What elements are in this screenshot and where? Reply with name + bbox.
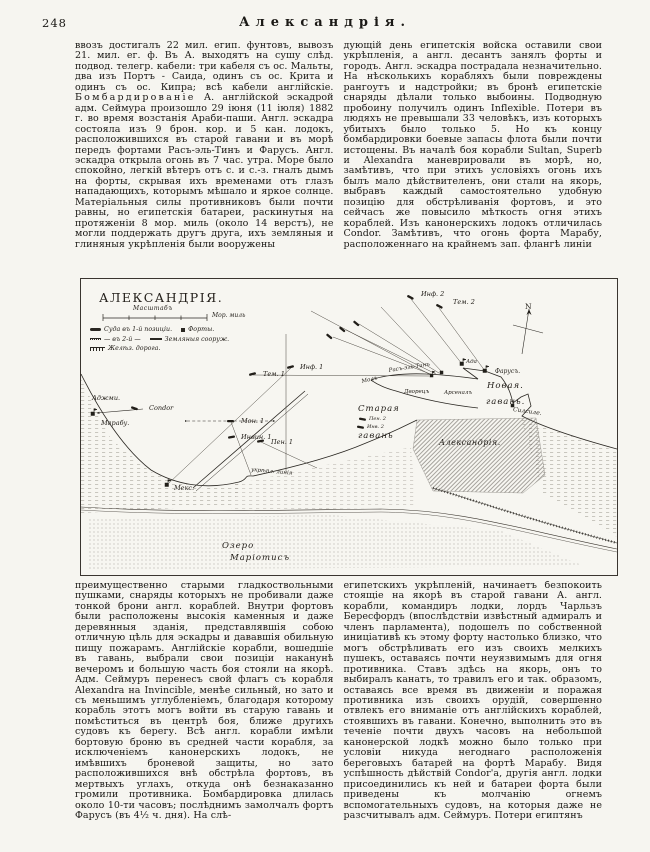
scale-bar <box>103 314 207 321</box>
legend-label: Желѣз. дорога. <box>108 345 161 353</box>
map-label: Мон. 1 <box>241 417 265 425</box>
map-legend <box>90 325 238 354</box>
map-label: Расъ-эль-Тинъ <box>388 361 431 374</box>
article-text <box>344 41 603 250</box>
text-segment: А. англійской эскадрой адм. Сеймура произошло 29 іюня (11 іюля) 1882 г. во время возстанія Араби-паши. Англ. эскадра состояла изъ 9 брон. кор. и 5 кан. лодокъ, расположившихся въ старой гавани и въ морѣ передъ фортами Расъ-эль-Тинъ и Фарусъ. Англ. эскадра открыла огонь въ 7 час. утра. Море было спокойно, легкій вѣтеръ отъ с. и с.-з. гналъ дымъ на форты, скрывая ихъ временами отъ глазъ нападающихъ, которымъ мѣшало и яркое солнце. Матеріальныя силы противниковъ были почти равны, но египетскія батареи, раскинутыя на протяженіи 8 мор. миль (около 14 верстъ), не могли поддержать другъ друга, ихъ земляныя и глиняныя укрѣпленія были вооружены <box>75 92 334 250</box>
legend-label: — въ 2-й — <box>104 335 141 343</box>
rail-symbol-icon <box>90 347 105 351</box>
legend-label: Форты. <box>188 326 215 334</box>
text-segment: египетскихъ укрѣпленій, начинаетъ безпокоить стоящіе на якорѣ въ старой гавани А. англ. корабли, командиръ лодки, лордъ Чарльзъ Бересфордъ (впослѣдствіи извѣстный адмиралъ и членъ парламента), подошелъ по собственной иниціативѣ къ этому форту настолько близко, что могъ обстрѣливать его изъ своихъ мелкихъ пушекъ, оставаясь почти неуязвимымъ для огня противника. Ставъ здѣсь на якорь, онъ то выбиралъ канатъ, то травилъ его и так. образомъ, оставаясь все время въ движеніи и поражая противника изъ своихъ орудій, совершенно отвлекъ его вниманіе отъ англійскихъ кораблей, стоявшихъ въ гавани. Конечно, выполнить это въ теченіе почти двухъ часовъ на небольшой канонерской лодкѣ можно было только при условіи никуда негоднаго расположенія береговыхъ батарей на фортѣ Марабу. Видя успѣшность дѣйствій Condor'а, другія англ. лодки присоединились къ ней и батареи форта были приведены къ молчанію огнемъ вспомогательныхъ судовъ, на которыя даже не разсчитывалъ адм. Сеймуръ. Потери египтянъ <box>343 581 602 821</box>
map-label: Старая <box>358 404 400 414</box>
map-label: Мор. миль <box>212 312 246 319</box>
text-segment: преимущественно старыми гладкоствольными пушками, снаряды которыхъ не пробивали даже тонкой брони англ. кораблей. Внутри фортовъ были расположены высокія каменныя и даже деревянныя зданія, представлявшія собою отличную цѣль для эскадры и дававшія обильную пищу пожарамъ. Англійскіе корабли, вошедшіе въ гавань, выбрали свои позиціи наканунѣ вечеромъ и большую часть боя стояли на якорѣ. Адм. Сеймуръ перенесъ свой флагъ съ корабля Alexandra на Invincible, менѣе сильный, но зато и съ меньшимъ углубленіемъ, благодаря которому корабль этотъ могъ войти въ старую гавань и помѣститься въ центрѣ боя, ближе другихъ судовъ къ берегу. Всѣ англ. корабли имѣли бортовую броню въ средней части корабля, за исключеніемъ канонерскихъ лодокъ, не имѣвшихъ броневой защиты, но зато расположившихся внѣ обстрѣла фортовъ, въ мертвыхъ углахъ, откуда онѣ безнаказанно громили противника. Бомбардировка длилась около 10-ти часовъ; послѣднимъ замолчалъ фортъ Фарусъ (въ 4½ ч. дня). На слѣ- <box>75 581 334 821</box>
lake-texture <box>89 515 586 569</box>
map-label: Маріотисъ <box>230 553 291 563</box>
page-number: 248 <box>42 16 67 30</box>
text-segment: Бомбардированіе <box>75 92 196 104</box>
ship2-symbol-icon <box>90 338 101 340</box>
article-text <box>75 41 334 250</box>
map-label: Инв. 2 <box>367 424 384 430</box>
top-left-column <box>75 41 334 262</box>
map-label: Масштабъ <box>133 305 173 312</box>
map-label: укрѣпл. линія <box>250 467 293 477</box>
article-text <box>75 581 334 821</box>
map-label: Тем. 2 <box>453 298 475 306</box>
map-label: Инф. 1 <box>300 363 324 371</box>
legend-row <box>90 325 238 335</box>
text-segment: ввозъ достигалъ 22 мил. егип. фунтовъ, вывозъ 21. мил. ег. ф. Въ А. выходятъ на сушу слѣд. подвод. телегр. кабели: три кабеля съ ос. Мальты, два изъ Портъ - Саида, одинъ съ ос. Крита и одинъ съ ос. Кипра; всѣ кабели англійскіе. <box>75 41 334 93</box>
top-text-columns <box>75 41 602 262</box>
fort-symbol-icon <box>181 328 185 332</box>
map-label: Озеро <box>222 541 255 551</box>
mid-land-texture <box>231 447 416 511</box>
compass-rose <box>513 309 543 354</box>
legend-row <box>90 335 238 345</box>
ship-symbol-icon <box>90 328 101 331</box>
map-label: АЛЕКСАНДРІЯ. <box>99 290 224 305</box>
map-label: Condor <box>149 404 174 412</box>
map-label: Инвин. 1 <box>241 433 272 441</box>
map-label: Инф. 2 <box>421 290 445 298</box>
top-right-column <box>344 41 603 262</box>
map-figure <box>80 278 618 576</box>
map-label: Фарусъ. <box>495 368 521 375</box>
map-label: Аджми. <box>92 394 121 402</box>
map-label: Молъ <box>361 375 379 385</box>
map-label: Ада <box>466 359 477 365</box>
bottom-text-columns <box>75 581 602 825</box>
legend-label: Суда въ 1-й позиціи. <box>104 326 173 334</box>
earth-symbol-icon <box>150 338 162 340</box>
map-label: Пен. 2 <box>369 416 386 422</box>
legend-label: Земляныя сооруж. <box>164 335 230 343</box>
map-label: Дворецъ <box>404 389 430 395</box>
bottom-right-column <box>344 581 603 825</box>
city-area <box>413 418 545 493</box>
map-label: гавань <box>358 431 394 441</box>
bottom-left-column <box>75 581 334 825</box>
page-title: Александрія. <box>238 15 412 30</box>
map-label: Тем. 1 <box>263 370 285 378</box>
map-label: Мекс. <box>174 484 195 492</box>
map-label: гавань. <box>486 397 526 407</box>
map-label: Марабу. <box>101 419 130 427</box>
map-drawing <box>81 279 617 575</box>
map-label: Силсиле. <box>512 406 543 417</box>
map-label: Арсеналъ <box>444 390 473 396</box>
map-label: Новая. <box>487 381 524 391</box>
map-label: Александрія. <box>439 438 501 447</box>
legend-row <box>90 344 238 354</box>
map-label: Пен. 1 <box>271 438 294 446</box>
text-segment: дующій день египетскія войска оставили свои укрѣпленія, а англ. десантъ занялъ форты и городъ. Англ. эскадра пострадала незначительно. На нѣсколькихъ корабляхъ были повреждены рангоутъ и надстройки; въ бронѣ египетскіе снаряды дѣлали только выбоины. Подводную пробоину получилъ одинъ Inflexible. Потери въ людяхъ не превышали 33 человѣкъ, изъ которыхъ убитыхъ было только 5. Но къ концу бомбардировки боевые запасы флота были почти истощены. Въ началѣ боя корабли Sultan, Superb и Alexandra маневрировали въ морѣ, но, замѣтивъ, что при этихъ условіяхъ огонь ихъ былъ мало дѣйствителенъ, они стали на якорь, выбравъ каждый самостоятельно удобную позицію для обстрѣливанія фортовъ, и это сейчасъ же повысило мѣткость огня этихъ кораблей. Изъ канонерскихъ лодокъ отличилась Condor. Замѣтивъ, что огонь форта Марабу, расположеннаго на крайнемъ зап. флангѣ линіи <box>343 41 602 250</box>
map-label: N <box>525 302 532 311</box>
article-text <box>344 581 603 821</box>
